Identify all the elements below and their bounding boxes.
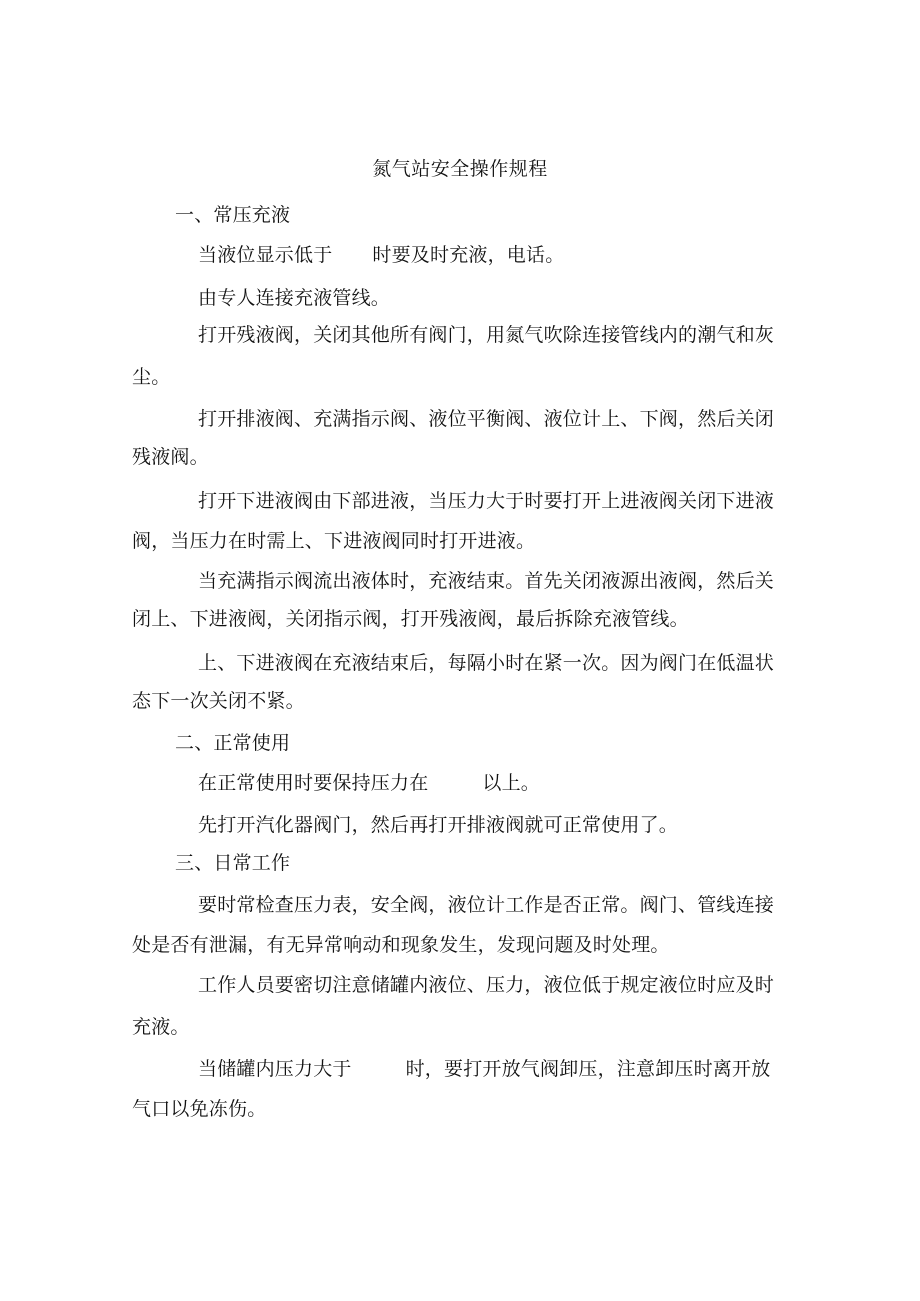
paragraph-1-6-line-2: 闭上、下进液阀，关闭指示阀，打开残液阀，最后拆除充液管线。 — [132, 608, 689, 630]
paragraph-3-3-line-2: 气口以免冻伤。 — [132, 1098, 267, 1120]
paragraph-1-1 — [198, 240, 564, 270]
page-title: 氮气站安全操作规程 — [372, 158, 548, 180]
paragraph-1-7-line-1: 上、下进液阀在充液结束后，每隔小时在紧一次。因为阀门在低温状 — [198, 652, 775, 674]
paragraph-3-2-line-1: 工作人员要密切注意储罐内液位、压力，液位低于规定液位时应及时 — [198, 974, 775, 996]
paragraph-1-5-line-1: 打开下进液阀由下部进液，当压力大于时要打开上进液阀关闭下进液 — [198, 490, 775, 512]
paragraph-3-3-line-1 — [198, 1054, 770, 1084]
section-heading-3: 三、日常工作 — [175, 852, 291, 874]
paragraph-text: 时，要打开放气阀卸压，注意卸压时离开放 — [405, 1058, 771, 1080]
paragraph-2-1 — [198, 768, 540, 798]
paragraph-text: 以上。 — [482, 772, 541, 794]
paragraph-1-7-line-2: 态下一次关闭不紧。 — [132, 690, 305, 712]
paragraph-text: 在正常使用时要保持压力在 — [198, 772, 429, 794]
paragraph-1-4-line-2: 残液阀。 — [132, 446, 209, 468]
paragraph-1-6-line-1: 当充满指示阀流出液体时，充液结束。首先关闭液源出液阀，然后关 — [198, 570, 775, 592]
paragraph-text: 时要及时充液，电话。 — [372, 244, 565, 266]
paragraph-1-5-line-2: 阀，当压力在时需上、下进液阀同时打开进液。 — [132, 530, 536, 552]
paragraph-3-2-line-2: 充液。 — [132, 1016, 190, 1038]
paragraph-3-1-line-1: 要时常检查压力表，安全阀，液位计工作是否正常。阀门、管线连接 — [198, 894, 775, 916]
paragraph-text: 当储罐内压力大于 — [198, 1058, 352, 1080]
paragraph-1-3-line-2: 尘。 — [132, 366, 171, 388]
paragraph-1-4-line-1: 打开排液阀、充满指示阀、液位平衡阀、液位计上、下阀，然后关闭 — [198, 408, 775, 430]
section-heading-2: 二、正常使用 — [175, 732, 291, 754]
paragraph-3-1-line-2: 处是否有泄漏，有无异常响动和现象发生，发现问题及时处理。 — [132, 934, 670, 956]
paragraph-2-2: 先打开汽化器阀门，然后再打开排液阀就可正常使用了。 — [198, 814, 679, 836]
paragraph-1-2: 由专人连接充液管线。 — [198, 287, 391, 309]
paragraph-1-3-line-1: 打开残液阀，关闭其他所有阀门，用氮气吹除连接管线内的潮气和灰 — [198, 324, 775, 346]
paragraph-text: 当液位显示低于 — [198, 244, 333, 266]
section-heading-1: 一、常压充液 — [175, 204, 291, 226]
